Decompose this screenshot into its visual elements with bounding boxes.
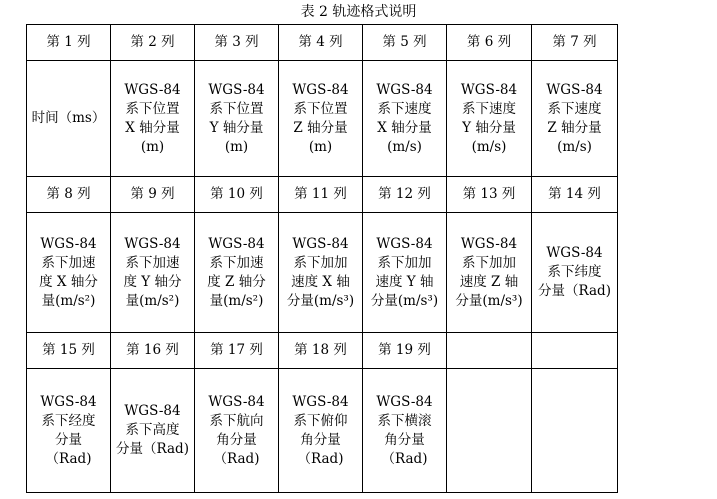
column-header: 第 14 列 — [532, 176, 618, 212]
column-header: 第 19 列 — [363, 332, 447, 368]
column-header: 第 9 列 — [111, 176, 195, 212]
empty-cell — [447, 332, 532, 368]
column-header: 第 6 列 — [447, 25, 532, 61]
column-description: WGS-84 系下俯仰 角分量 （Rad) — [279, 369, 363, 493]
column-header: 第 18 列 — [279, 332, 363, 368]
column-header: 第 8 列 — [27, 176, 111, 212]
column-header: 第 3 列 — [195, 25, 279, 61]
empty-cell — [532, 369, 618, 493]
column-description: WGS-84 系下加加 速度 X 轴 分量(m/s³) — [279, 213, 363, 333]
column-description: WGS-84 系下加速 度 X 轴分 量(m/s²) — [27, 213, 111, 333]
trajectory-format-table — [26, 24, 618, 493]
column-header: 第 11 列 — [279, 176, 363, 212]
column-description: WGS-84 系下航向 角分量 （Rad) — [195, 369, 279, 493]
header-row — [27, 25, 618, 61]
column-description: WGS-84 系下纬度 分量（Rad) — [532, 213, 618, 333]
description-row — [27, 213, 618, 333]
column-header: 第 4 列 — [279, 25, 363, 61]
column-description: WGS-84 系下速度 X 轴分量 (m/s) — [363, 61, 447, 177]
column-header: 第 16 列 — [111, 332, 195, 368]
header-row — [27, 176, 618, 212]
empty-cell — [532, 332, 618, 368]
table-caption: 表 2 轨迹格式说明 — [300, 4, 417, 20]
column-header: 第 2 列 — [111, 25, 195, 61]
column-description: 时间（ms） — [27, 61, 111, 177]
column-header: 第 15 列 — [27, 332, 111, 368]
column-header: 第 5 列 — [363, 25, 447, 61]
column-description: WGS-84 系下高度 分量（Rad) — [111, 369, 195, 493]
column-description: WGS-84 系下速度 Z 轴分量 (m/s) — [532, 61, 618, 177]
column-description: WGS-84 系下加加 速度 Y 轴 分量(m/s³) — [363, 213, 447, 333]
column-description: WGS-84 系下位置 Z 轴分量 (m) — [279, 61, 363, 177]
column-description: WGS-84 系下加加 速度 Z 轴 分量(m/s³) — [447, 213, 532, 333]
description-row — [27, 369, 618, 493]
empty-cell — [447, 369, 532, 493]
column-description: WGS-84 系下加速 度 Z 轴分 量(m/s²) — [195, 213, 279, 333]
column-description: WGS-84 系下横滚 角分量 （Rad) — [363, 369, 447, 493]
column-header: 第 17 列 — [195, 332, 279, 368]
column-description: WGS-84 系下位置 X 轴分量 (m) — [111, 61, 195, 177]
column-description: WGS-84 系下经度 分量 （Rad) — [27, 369, 111, 493]
column-header: 第 7 列 — [532, 25, 618, 61]
column-description: WGS-84 系下位置 Y 轴分量 (m) — [195, 61, 279, 177]
column-description: WGS-84 系下速度 Y 轴分量 (m/s) — [447, 61, 532, 177]
column-description: WGS-84 系下加速 度 Y 轴分 量(m/s²) — [111, 213, 195, 333]
column-header: 第 10 列 — [195, 176, 279, 212]
column-header: 第 1 列 — [27, 25, 111, 61]
header-row — [27, 332, 618, 368]
column-header: 第 12 列 — [363, 176, 447, 212]
column-header: 第 13 列 — [447, 176, 532, 212]
description-row — [27, 61, 618, 177]
